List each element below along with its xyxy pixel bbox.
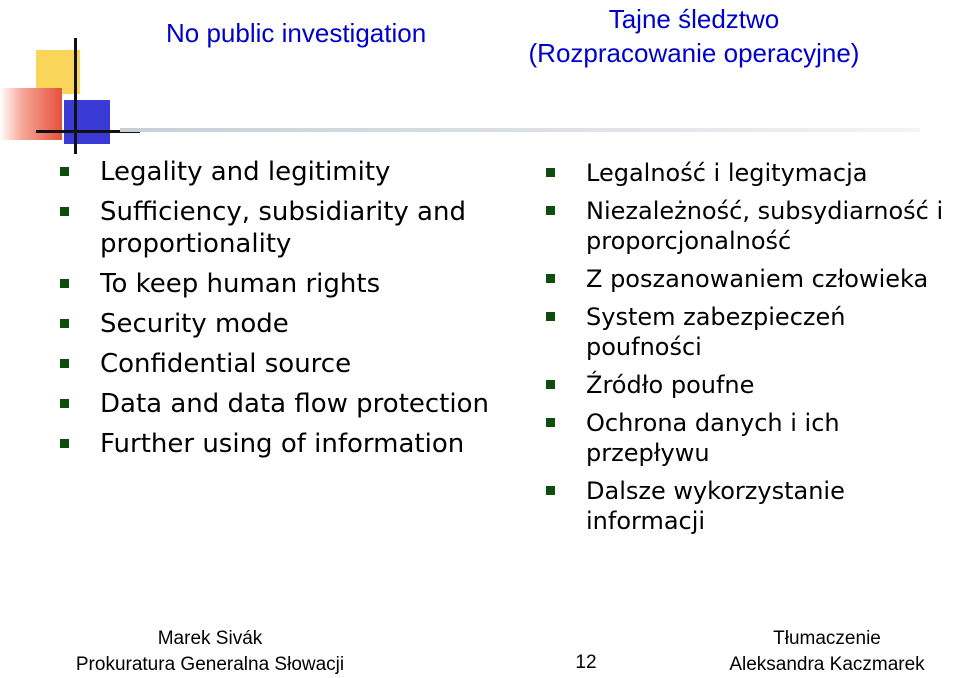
polish-bullet-list bbox=[546, 158, 946, 544]
logo-vertical-line bbox=[74, 38, 77, 154]
bullet-square-icon bbox=[546, 380, 555, 389]
bullet-square-icon bbox=[60, 399, 69, 408]
bullet-square-icon bbox=[546, 312, 555, 321]
list-item bbox=[546, 264, 946, 294]
footer-translator-name: Aleksandra Kaczmarek bbox=[729, 654, 925, 675]
footer-author bbox=[60, 626, 360, 678]
list-item-text: Sufficiency, subsidiarity and proportionality bbox=[100, 197, 466, 259]
bullet-square-icon bbox=[60, 207, 69, 216]
list-item-text: System zabezpieczeń poufności bbox=[586, 303, 846, 361]
slide-logo-decoration bbox=[0, 38, 140, 158]
list-item bbox=[60, 348, 490, 380]
footer-translator bbox=[722, 626, 932, 678]
list-item bbox=[60, 196, 490, 260]
bullet-square-icon bbox=[546, 418, 555, 427]
list-item bbox=[546, 370, 946, 400]
list-item bbox=[546, 302, 946, 362]
list-item bbox=[546, 408, 946, 468]
list-item bbox=[546, 158, 946, 188]
logo-blue-square bbox=[64, 100, 110, 144]
list-item-text: Z poszanowaniem człowieka bbox=[586, 265, 929, 293]
list-item-text: Legality and legitimity bbox=[100, 157, 391, 187]
title-english: No public investigation bbox=[166, 18, 427, 48]
title-polish-line1: Tajne śledztwo bbox=[608, 4, 780, 34]
list-item-text: Źródło poufne bbox=[586, 371, 755, 399]
bullet-square-icon bbox=[60, 167, 69, 176]
title-polish bbox=[484, 2, 904, 70]
list-item bbox=[60, 388, 490, 420]
bullet-square-icon bbox=[546, 206, 555, 215]
bullet-square-icon bbox=[546, 274, 555, 283]
bullet-square-icon bbox=[60, 319, 69, 328]
list-item-text: Legalność i legitymacja bbox=[586, 159, 868, 187]
list-item bbox=[60, 308, 490, 340]
bullet-square-icon bbox=[60, 439, 69, 448]
bullet-square-icon bbox=[546, 168, 555, 177]
bullet-square-icon bbox=[60, 279, 69, 288]
bullet-square-icon bbox=[60, 359, 69, 368]
list-item bbox=[60, 428, 490, 460]
list-item-text: Ochrona danych i ich przepływu bbox=[586, 409, 840, 467]
title-divider-rule bbox=[120, 128, 920, 132]
list-item bbox=[546, 476, 946, 536]
title-polish-line2: (Rozpracowanie operacyjne) bbox=[528, 38, 860, 68]
footer-author-name: Marek Sivák bbox=[157, 628, 263, 649]
bullet-square-icon bbox=[546, 486, 555, 495]
list-item-text: Further using of information bbox=[100, 429, 465, 459]
page-number: 12 bbox=[575, 652, 597, 673]
list-item bbox=[60, 268, 490, 300]
list-item-text: Data and data flow protection bbox=[100, 389, 489, 419]
list-item-text: Security mode bbox=[100, 309, 289, 339]
list-item-text: Confidential source bbox=[100, 349, 352, 379]
list-item-text: Dalsze wykorzystanie informacji bbox=[586, 477, 845, 535]
footer-author-org: Prokuratura Generalna Słowacji bbox=[75, 654, 345, 675]
english-bullet-list bbox=[60, 156, 490, 468]
list-item-text: To keep human rights bbox=[100, 269, 381, 299]
list-item bbox=[546, 196, 946, 256]
footer-translator-role: Tłumaczenie bbox=[773, 628, 881, 649]
list-item bbox=[60, 156, 490, 188]
list-item-text: Niezależność, subsydiarność i proporcjonalność bbox=[586, 197, 944, 255]
